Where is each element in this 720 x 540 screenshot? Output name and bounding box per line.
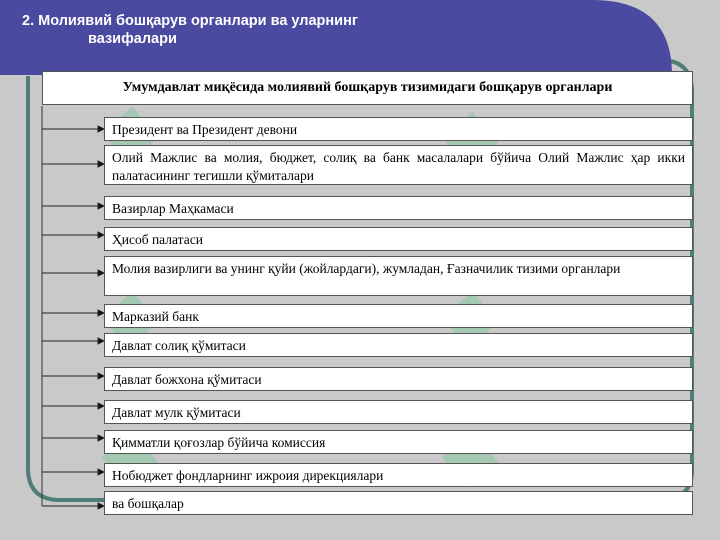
diagram-item-property-committee: Давлат мулк қўмитаси [104,400,693,424]
diagram-item-oliy-majlis: Олий Мажлис ва молия, бюджет, солиқ ва банк масалалари бўйича Олий Мажлис ҳар икки палатасининг тегишли қўмиталари [104,145,693,185]
diagram-item-securities-commission: Қимматли қоғозлар бўйича комиссия [104,430,693,454]
diagram-item-extrabudgetary-funds: Нобюджет фондларнинг ижроия дирекциялари [104,463,693,487]
connector-arrows [42,126,104,509]
diagram-header: Умумдавлат миқёсида молиявий бошқарув тизимидаги бошқарув органлари [42,71,693,105]
diagram-item-central-bank: Марказий банк [104,304,693,328]
diagram-item-finance-ministry: Молия вазирлиги ва унинг қуйи (жойлардаги), жумладан, Ғазначилик тизими органлари [104,256,693,296]
slide-title-line2: вазифалари [88,31,177,47]
diagram-item-cabinet: Вазирлар Маҳкамаси [104,196,693,220]
slide-title [22,12,462,48]
slide-title-line1: 2. Молиявий бошқарув органлари ва уларнинг [22,13,358,29]
diagram-item-tax-committee: Давлат солиқ қўмитаси [104,333,693,357]
diagram-item-president: Президент ва Президент девони [104,117,693,141]
diagram-item-others: ва бошқалар [104,491,693,515]
diagram-item-accounts-chamber: Ҳисоб палатаси [104,227,693,251]
diagram-item-customs-committee: Давлат божхона қўмитаси [104,367,693,391]
